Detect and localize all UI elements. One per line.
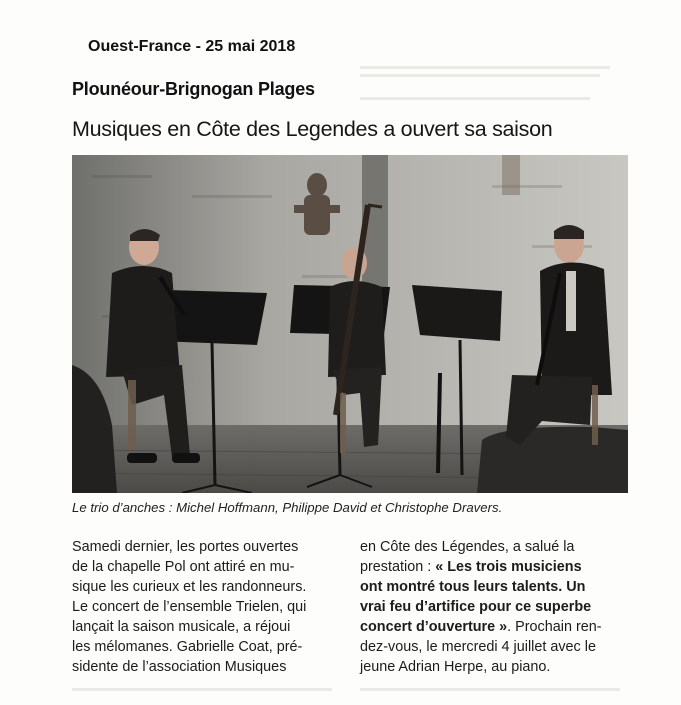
body-line: de la chapelle Pol ont attiré en mu- — [72, 559, 295, 575]
body-line: sique les curieux et les randonneurs. — [72, 579, 307, 595]
quote-text: ont montré tous leurs talents. Un — [360, 579, 586, 595]
article-headline: Musiques en Côte des Legendes a ouvert sa saison — [72, 117, 553, 141]
body-line: Le concert de l’ensemble Trielen, qui — [72, 599, 307, 615]
section-rubric: Plounéour-Brignogan Plages — [72, 79, 315, 99]
body-line — [360, 597, 626, 617]
bleed-through — [360, 688, 620, 691]
body-line: Samedi dernier, les portes ouvertes — [72, 539, 299, 555]
quote-text: « Les trois musiciens — [435, 559, 582, 575]
body-line — [360, 617, 626, 637]
bleed-through — [360, 74, 600, 77]
body-line: en Côte des Légendes, a salué la — [360, 539, 575, 555]
article-photo — [72, 155, 628, 493]
body-line — [360, 577, 626, 597]
body-line: lançait la saison musicale, a réjoui — [72, 619, 291, 635]
clarinet — [438, 373, 440, 473]
body-line: sidente de l’association Musiques — [72, 659, 287, 675]
body-text: prestation : — [360, 559, 436, 575]
bleed-through — [72, 688, 332, 691]
quote-text: vrai feu d’artifice pour ce superbe — [360, 599, 592, 615]
source-line: Ouest-France - 25 mai 2018 — [88, 38, 296, 55]
concert-photo-illustration — [72, 155, 628, 493]
quote-text: concert d’ouverture » — [360, 619, 508, 635]
body-line — [360, 557, 626, 577]
body-line: dez-vous, le mercredi 4 juillet avec le — [360, 639, 596, 655]
body-line: jeune Adrian Herpe, au piano. — [360, 659, 551, 675]
photo-caption: Le trio d’anches : Michel Hoffmann, Philippe David et Christophe Dravers. — [72, 500, 503, 515]
article-column-left — [72, 537, 338, 677]
bleed-through — [360, 97, 590, 100]
body-line: les mélomanes. Gabrielle Coat, pré- — [72, 639, 303, 655]
body-text: . Prochain ren- — [507, 619, 602, 635]
article-column-right — [360, 537, 626, 677]
bleed-through — [360, 66, 610, 69]
